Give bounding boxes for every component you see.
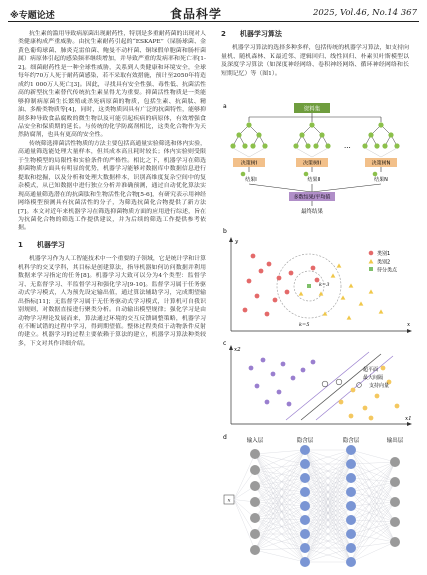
section-2-paragraph: 机器学习算法的选择多种多样，包括传统的机器学习算法，如支持向量机、随机森林、Ｋ最近邻、逻辑回归、线性回归、朴素贝叶斯模型以及深度学习算法（如深度神经网络、卷积神经网络、循环神经网络和长短期记忆）等（图1）。	[221, 45, 409, 77]
hidden-layer-1-label: 隐含层	[296, 438, 314, 444]
tree-2-node-3	[362, 143, 367, 148]
tree-1-node-5	[313, 143, 318, 148]
nn-layer-1-node-0	[300, 445, 310, 455]
legend-support-vector-label: 支持向量	[369, 383, 390, 389]
nn-layer-0-node-2	[250, 481, 260, 491]
section-1-heading	[18, 241, 206, 249]
svm-support-vector-1	[336, 379, 342, 385]
nn-layer-1-node-1	[300, 459, 310, 469]
decision-tree-n-label: 决策树N	[371, 160, 391, 167]
result-1-label: 结果I	[245, 177, 257, 183]
nn-layer-3-node-3	[390, 517, 400, 527]
section-2-number: 2	[221, 30, 226, 38]
nn-layer-0-node-5	[250, 529, 260, 539]
legend-class2-marker	[369, 259, 374, 264]
legend-class1-marker	[369, 251, 374, 256]
figure-d-svg	[221, 432, 417, 570]
knn-class2-point-10	[337, 263, 342, 267]
figure-d-label: d	[223, 434, 227, 441]
tree-0-node-2	[256, 132, 261, 137]
input-box-label: x	[227, 497, 231, 504]
section-1-title: 机器学习	[36, 240, 65, 249]
svm-class-b-point-7	[395, 404, 400, 409]
legend-hyperplane-label: 超平面	[363, 367, 379, 373]
knn-class1-point-10	[285, 290, 290, 295]
nn-layer-3-node-1	[390, 477, 400, 487]
legend-query-label: 待分类点	[377, 267, 398, 274]
nn-layer-2-node-3	[346, 487, 356, 497]
journal-title: 食品科学	[170, 7, 223, 21]
nn-layer-0-node-1	[250, 465, 260, 475]
column-tag: ※专题论述	[10, 11, 55, 21]
tree-0-node-0	[246, 122, 251, 127]
svm-support-vector-0	[322, 381, 328, 387]
knn-class1-point-8	[255, 294, 260, 299]
figure-c-svm	[221, 338, 417, 430]
nn-layer-2-node-5	[346, 515, 356, 525]
tree-2-node-5	[382, 143, 387, 148]
knn-class2-point-8	[369, 289, 374, 293]
nn-layer-1-node-6	[300, 529, 310, 539]
legend-query-marker	[369, 267, 373, 271]
tree-2-node-2	[388, 132, 393, 137]
tree-nodes	[230, 122, 399, 157]
intro-paragraph-2: 传统筛选抑菌活性物质的方法主要包括高通量实验筛选和体内实验，高通量筛选能处理大量样本，但其成本高且耗时较长；体内实验则受限于生物模型的局限性和实验条件的严格性。相比之下，机器学习在筛选抑菌物质方面具有明显的优势，机器学习能够对数据库中数据信息进行提取和挖掘，以及分析和处理大数据样本，识别高维度复杂空间中的复杂模式，从已知数据中进行独立分析并准确预测，通过自动优化算法实现高通量筛选潜在的抗菌肽和生物活性化合物[5-6]，有研究表示用神经网络模型预测具有抗菌活性的分子，为筛选抗菌化合物提供了新方法[7]。本文对近年来机器学习在筛选抑菌物质方面的应用进行综述，旨在为抗菌化合物的筛选工作提供建议，并为后续的筛选工作提供参考依据。	[18, 140, 206, 232]
figure-c-svg	[221, 338, 417, 430]
svm-class-b-point-2	[363, 406, 368, 411]
svm-class-a-point-8	[301, 368, 306, 373]
knn-class1-point-1	[259, 269, 264, 274]
svm-y-label: x2	[234, 347, 241, 353]
output-layer-label: 输出层	[386, 438, 404, 444]
knn-class1-point-6	[311, 266, 316, 271]
nn-layer-3-node-0	[390, 457, 400, 467]
knn-y-label: y	[235, 239, 239, 245]
knn-class1-point-3	[267, 262, 272, 267]
nn-layer-2-node-6	[346, 529, 356, 539]
knn-class2-point-7	[323, 311, 328, 315]
knn-class1-point-11	[265, 312, 270, 317]
svm-class-a-point-10	[287, 402, 292, 407]
knn-query-point	[307, 284, 311, 288]
knn-class2-point-4	[349, 283, 354, 287]
tree-2-node-1	[368, 132, 373, 137]
knn-class2-point-5	[359, 301, 364, 305]
svm-class-a-point-2	[271, 372, 276, 377]
svm-x-label: x1	[405, 416, 412, 422]
nn-layer-2-node-7	[346, 543, 356, 553]
knn-class2-point-3	[341, 295, 346, 299]
section-2-title: 机器学习算法	[239, 30, 282, 38]
knn-class2-point-2	[331, 273, 336, 277]
final-result-label: 最终结果	[300, 209, 324, 215]
nn-layer-1-node-8	[300, 557, 310, 567]
legend-support-vector-marker	[357, 383, 362, 388]
section-1-number: 1	[18, 240, 23, 249]
figure-a-label: a	[223, 103, 227, 110]
svm-class-b-point-3	[375, 394, 380, 399]
nn-layer-0-node-4	[250, 513, 260, 523]
nn-layer-0-node-3	[250, 497, 260, 507]
tree-0-node-4	[242, 143, 247, 148]
svm-class-a-point-5	[291, 376, 296, 381]
nn-layer-0-node-0	[250, 449, 260, 459]
svm-class-b-point-6	[349, 414, 354, 419]
nn-layer-3-node-2	[390, 497, 400, 507]
tree-2-node-4	[374, 143, 379, 148]
knn-points	[243, 254, 384, 320]
tree-2-node-0	[378, 122, 383, 127]
section-1-paragraph: 机器学习作为人工智能技术中一个重要的子领域，它是统计学和计算机科学的交叉学科，其目标是创建算法，指导机器如何访问数据并利用数据来学习指定的任务[8]。机器学习大致可以分为4个类型：监督学习、无监督学习、半监督学习和强化学习[9-10]。监督学习属于任务驱动式学习模式，人为预先设定输出值，通过算法辅助学习，完成期望输出指标[11]；无监督学习属于无任务驱动式学习模式，计算机可自我识别规则，对数据直接进行聚类分析。自动输出模型规律；强化学习是由动物学习理论发展而来，算法通过环境的交互反馈调整策略，机器学习在不断试错的过程中学习，得到期望值。整体过程类似于动物条件反射的建立。机器学习的过程主要依赖于算法的建立，机器学习算法种类较多，下文对其作详细介绍。	[18, 256, 206, 347]
tree-0-node-6	[262, 143, 267, 148]
svm-class-a-point-1	[261, 358, 266, 363]
journal-volume-page: 2025, Vol.46, No.14 367	[312, 8, 417, 18]
knn-class1-point-12	[243, 308, 248, 313]
nn-layer-3-node-4	[390, 537, 400, 547]
left-column	[18, 30, 206, 348]
nn-layer-1-node-3	[300, 487, 310, 497]
decision-tree-1-label: 决策树I	[240, 160, 258, 167]
svm-class-b-point-1	[351, 388, 356, 393]
vote-label: 多数结果/平均值	[293, 194, 331, 201]
svm-class-a-point-0	[249, 366, 254, 371]
nn-layer-2-node-1	[346, 459, 356, 469]
figure-b-label: b	[223, 228, 227, 235]
nn-layer-2-node-8	[346, 557, 356, 567]
nn-layer-0-node-6	[250, 545, 260, 555]
svm-class-b-point-8	[381, 366, 386, 371]
tree-1-node-6	[325, 143, 330, 148]
knn-class2-point-1	[319, 291, 324, 295]
knn-class2-point-0	[299, 291, 304, 295]
result-2-label: 结果II	[307, 177, 321, 183]
legend-class2-label: 类别2	[377, 259, 391, 266]
figure-b-svg	[221, 226, 417, 338]
trees-ellipsis: ...	[344, 142, 351, 150]
tree-0-node-1	[236, 132, 241, 137]
knn-class1-point-9	[273, 298, 278, 303]
legend-class1-label: 类别1	[377, 251, 391, 257]
tree-0-node-5	[250, 143, 255, 148]
svm-class-a-point-4	[281, 362, 286, 367]
legend-max-margin-label: 最大间隔	[363, 375, 384, 381]
knn-class1-point-5	[289, 271, 294, 276]
figure-b-knn	[221, 226, 417, 338]
knn-class1-point-0	[251, 254, 256, 259]
knn-k3-label: k=3	[319, 282, 330, 288]
knn-class2-point-9	[379, 309, 384, 313]
svm-class-a-point-9	[311, 360, 316, 365]
tree-2-node-6	[394, 143, 399, 148]
knn-x-label: x	[407, 322, 411, 328]
tree-0-node-3	[230, 143, 235, 148]
nn-layer-2-node-0	[346, 445, 356, 455]
svm-class-a-point-6	[277, 390, 282, 395]
knn-class1-point-4	[277, 276, 282, 281]
result-n-label: 结果N	[374, 177, 388, 183]
knn-class2-point-6	[347, 315, 352, 319]
figure-a-random-forest	[221, 100, 417, 218]
nn-layer-1-node-2	[300, 473, 310, 483]
nn-layer-2-node-4	[346, 501, 356, 511]
section-2-heading	[221, 30, 409, 38]
tree-1-node-3	[293, 143, 298, 148]
intro-paragraph-1: 抗生素的滥用导致病原菌出现耐药性，特别是多重耐药菌的出现对人类健康构成严重威胁。由抗生素耐药引起的“ESKAPE”（屎肠球菌、金黄色葡萄球菌、肺炎克雷伯菌、鲍曼不动杆菌、铜绿假单胞菌和肠杆菌属）病原体引起的感染频率继续增加，并导致严重的发病率和死亡率[1-2]。细菌耐药性是一种全球性威胁，关系到人类健康和环境安全，全球每年约70万人死于耐药菌感染，若不采取有效措施，预计至2050年将造成约1 000万人死亡[3]。因此，寻找具有安全性强、毒性低、抗菌活性高的新型抗生素替代传统抗生素显得尤为重要。抑菌活性物质是一类能够抑制病原菌生长繁殖或杀死病原菌的物质，包括生素、抗菌肽、精油、多酚类物质等[4]，同时，这类物质因具有广泛的抗菌特性，能够抑制多种导致食品腐败的微生物以及可能引起疾病的病原体，有效增强食品安全和保质期的延长。与传统的化学防腐剂相比，这类化合物作为天然防腐剂，也具有更高的安全性。	[18, 31, 206, 139]
nn-layer-1-node-5	[300, 515, 310, 525]
header-rule	[8, 21, 419, 22]
svm-class-b-point-0	[339, 400, 344, 405]
decision-tree-2-label: 决策树II	[303, 160, 321, 167]
tree-1-node-4	[305, 143, 310, 148]
figure-d-neural-network	[221, 432, 417, 570]
knn-k5-label: k=5	[299, 322, 310, 328]
dataset-label: 资料集	[303, 106, 321, 113]
svm-class-a-point-7	[265, 400, 270, 405]
svm-class-b-point-5	[369, 416, 374, 421]
nn-layer-1-node-4	[300, 501, 310, 511]
tree-1-node-0	[309, 122, 314, 127]
tree-1-node-1	[299, 132, 304, 137]
knn-class1-point-2	[247, 279, 252, 284]
figure-a-svg	[221, 100, 417, 218]
hidden-layer-2-label: 隐含层	[342, 438, 360, 444]
svm-class-a-point-3	[255, 384, 260, 389]
figure-c-label: c	[223, 340, 227, 347]
nn-layer-2-node-2	[346, 473, 356, 483]
page-header	[0, 0, 427, 22]
right-column-text	[221, 30, 409, 78]
tree-1-node-2	[319, 132, 324, 137]
nn-layer-1-node-7	[300, 543, 310, 553]
input-layer-label: 输入层	[246, 438, 264, 444]
